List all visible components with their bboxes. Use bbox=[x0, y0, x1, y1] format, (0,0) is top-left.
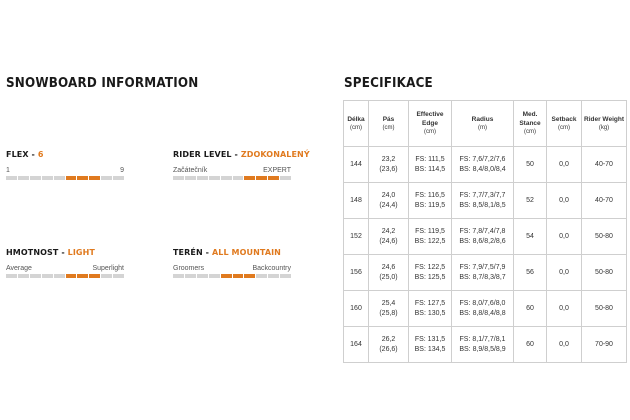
cell-value: 52 bbox=[526, 196, 534, 204]
meter-segment bbox=[268, 274, 279, 278]
waist-cell bbox=[369, 147, 409, 183]
cell-value: 54 bbox=[526, 232, 534, 240]
meter-segment bbox=[244, 274, 255, 278]
cell-value: FS: 119,5 bbox=[415, 227, 445, 235]
cell-value: 0,0 bbox=[559, 268, 569, 276]
flex-separator: - bbox=[28, 150, 38, 159]
meter-segment bbox=[89, 274, 100, 278]
stance-cell bbox=[514, 183, 547, 219]
cell-value: FS: 111,5 bbox=[415, 155, 445, 163]
effective-edge-cell bbox=[409, 327, 452, 363]
length-cell bbox=[344, 291, 369, 327]
cell-value: 24,0 bbox=[381, 191, 396, 199]
col-header-label: Rider Weight bbox=[584, 115, 624, 123]
stance-cell bbox=[514, 327, 547, 363]
flex-value: 6 bbox=[37, 150, 44, 159]
meter-segment bbox=[18, 274, 29, 278]
setback-cell bbox=[547, 327, 582, 363]
flex-min-label: 1 bbox=[6, 167, 10, 174]
cell-value: BS: 8,4/8,0/8,4 bbox=[459, 165, 506, 173]
terrain-title bbox=[173, 248, 291, 257]
length-cell bbox=[344, 183, 369, 219]
cell-value: BS: 8,6/8,2/8,6 bbox=[459, 237, 506, 245]
meter-segment bbox=[256, 176, 267, 180]
meter-segment bbox=[30, 176, 41, 180]
length-cell bbox=[344, 327, 369, 363]
cell-value: (24,6) bbox=[379, 237, 398, 245]
spec-heading: SPECIFIKACE bbox=[344, 76, 433, 91]
waist-cell bbox=[369, 291, 409, 327]
stance-cell bbox=[514, 255, 547, 291]
cell-value: FS: 7,7/7,3/7,7 bbox=[459, 191, 506, 199]
cell-value: 0,0 bbox=[559, 160, 569, 168]
meter-segment bbox=[77, 274, 88, 278]
meter-segment bbox=[197, 274, 208, 278]
weight-max-label: Superlight bbox=[92, 265, 124, 272]
meter-segment bbox=[66, 274, 77, 278]
cell-value: 24,6 bbox=[381, 263, 396, 271]
setback-cell bbox=[547, 183, 582, 219]
cell-value: 50-80 bbox=[595, 304, 613, 312]
terrain-bar bbox=[173, 274, 291, 278]
col-header-unit: (cm) bbox=[350, 124, 362, 131]
stance-cell bbox=[514, 219, 547, 255]
cell-value: 26,2 bbox=[381, 335, 396, 343]
meter-segment bbox=[113, 274, 124, 278]
table-row bbox=[344, 327, 627, 363]
col-header-radius bbox=[452, 101, 514, 147]
cell-value: (23,6) bbox=[379, 165, 398, 173]
terrain-meter bbox=[173, 248, 291, 278]
col-header-unit: (kg) bbox=[598, 124, 610, 131]
waist-cell bbox=[369, 219, 409, 255]
cell-value: FS: 127,5 bbox=[414, 299, 446, 307]
cell-value: BS: 130,5 bbox=[414, 309, 446, 317]
effective-edge-cell bbox=[409, 255, 452, 291]
rider-level-separator: - bbox=[231, 150, 241, 159]
cell-value: 0,0 bbox=[559, 196, 569, 204]
meter-segment bbox=[30, 274, 41, 278]
meter-segment bbox=[185, 274, 196, 278]
col-header-label: Effective Edge bbox=[416, 111, 444, 127]
cell-value: 0,0 bbox=[559, 232, 569, 240]
cell-value: FS: 131,5 bbox=[414, 335, 446, 343]
meter-segment bbox=[54, 274, 65, 278]
col-header-unit: (cm) bbox=[558, 124, 570, 131]
length-cell bbox=[344, 147, 369, 183]
rider-level-label: RIDER LEVEL bbox=[173, 150, 232, 159]
rider-weight-cell bbox=[582, 219, 627, 255]
terrain-label: TERÉN bbox=[173, 248, 203, 257]
table-row bbox=[344, 291, 627, 327]
rider-weight-cell bbox=[582, 327, 627, 363]
weight-separator: - bbox=[58, 248, 68, 257]
meter-segment bbox=[221, 274, 232, 278]
table-row bbox=[344, 147, 627, 183]
meter-segment bbox=[89, 176, 100, 180]
cell-value: FS: 8,0/7,6/8,0 bbox=[459, 299, 506, 307]
length-cell bbox=[344, 255, 369, 291]
meter-segment bbox=[42, 274, 53, 278]
cell-value: BS: 8,5/8,1/8,5 bbox=[459, 201, 506, 209]
radius-cell bbox=[452, 183, 514, 219]
col-header-unit: (cm) bbox=[382, 124, 395, 131]
cell-value: FS: 7,6/7,2/7,6 bbox=[459, 155, 506, 163]
cell-value: (24,4) bbox=[379, 201, 398, 209]
col-header-med-stance bbox=[514, 101, 547, 147]
length-cell bbox=[344, 219, 369, 255]
rider-weight-cell bbox=[582, 183, 627, 219]
meter-segment bbox=[209, 176, 220, 180]
meter-segment bbox=[244, 176, 255, 180]
meter-segment bbox=[77, 176, 88, 180]
snowboard-info-heading: SNOWBOARD INFORMATION bbox=[6, 76, 199, 91]
cell-value: (26,6) bbox=[379, 345, 398, 353]
radius-cell bbox=[452, 147, 514, 183]
effective-edge-cell bbox=[409, 291, 452, 327]
meter-segment bbox=[233, 176, 244, 180]
rider-weight-cell bbox=[582, 255, 627, 291]
cell-value: 60 bbox=[526, 304, 534, 312]
rider-level-value: ZDOKONALENÝ bbox=[240, 150, 310, 159]
stance-cell bbox=[514, 291, 547, 327]
weight-min-label: Average bbox=[6, 265, 32, 272]
cell-value: FS: 8,1/7,7/8,1 bbox=[459, 335, 506, 343]
cell-value: FS: 122,5 bbox=[414, 263, 446, 271]
flex-label: FLEX bbox=[6, 150, 29, 159]
cell-value: 0,0 bbox=[559, 340, 569, 348]
meter-segment bbox=[6, 176, 17, 180]
cell-value: 50-80 bbox=[595, 232, 613, 240]
terrain-separator: - bbox=[202, 248, 212, 257]
meter-segment bbox=[268, 176, 279, 180]
cell-value: 152 bbox=[350, 232, 362, 240]
col-header-unit: (cm) bbox=[424, 129, 436, 135]
cell-value: 50 bbox=[526, 160, 534, 168]
weight-title bbox=[6, 248, 124, 257]
flex-title bbox=[6, 150, 124, 159]
setback-cell bbox=[547, 291, 582, 327]
rider-level-bar bbox=[173, 176, 291, 180]
meter-segment bbox=[256, 274, 267, 278]
meter-segment bbox=[42, 176, 53, 180]
rider-weight-cell bbox=[582, 147, 627, 183]
cell-value: 40-70 bbox=[595, 196, 613, 204]
rider-level-title bbox=[173, 150, 310, 159]
meter-segment bbox=[197, 176, 208, 180]
col-header-rider-weight bbox=[582, 101, 627, 147]
meter-segment bbox=[101, 176, 112, 180]
cell-value: (25,0) bbox=[379, 273, 398, 281]
table-row bbox=[344, 219, 627, 255]
cell-value: BS: 8,9/8,5/8,9 bbox=[459, 345, 506, 353]
spec-header-row bbox=[344, 101, 627, 147]
col-header-label: Radius bbox=[471, 115, 494, 123]
cell-value: 148 bbox=[350, 196, 362, 204]
col-header-setback bbox=[547, 101, 582, 147]
cell-value: 156 bbox=[350, 268, 362, 276]
cell-value: 164 bbox=[350, 340, 362, 348]
meter-segment bbox=[113, 176, 124, 180]
meter-segment bbox=[173, 176, 184, 180]
table-row bbox=[344, 255, 627, 291]
meter-segment bbox=[221, 176, 232, 180]
col-header-length bbox=[344, 101, 369, 147]
setback-cell bbox=[547, 255, 582, 291]
cell-value: 144 bbox=[350, 160, 362, 168]
cell-value: BS: 114,5 bbox=[414, 165, 446, 173]
cell-value: BS: 119,5 bbox=[414, 201, 446, 209]
radius-cell bbox=[452, 327, 514, 363]
weight-meter bbox=[6, 248, 124, 278]
cell-value: 23,2 bbox=[381, 155, 396, 163]
cell-value: BS: 8,8/8,4/8,8 bbox=[459, 309, 506, 317]
terrain-min-label: Groomers bbox=[173, 265, 205, 272]
col-header-effective-edge bbox=[409, 101, 452, 147]
terrain-max-label: Backcountry bbox=[252, 265, 291, 272]
meter-segment bbox=[101, 274, 112, 278]
effective-edge-cell bbox=[409, 147, 452, 183]
cell-value: BS: 8,7/8,3/8,7 bbox=[459, 273, 506, 281]
meter-segment bbox=[185, 176, 196, 180]
cell-value: BS: 125,5 bbox=[414, 273, 446, 281]
radius-cell bbox=[452, 255, 514, 291]
cell-value: (25,8) bbox=[379, 309, 398, 317]
table-row bbox=[344, 183, 627, 219]
flex-bar bbox=[6, 176, 124, 180]
meter-segment bbox=[66, 176, 77, 180]
waist-cell bbox=[369, 183, 409, 219]
weight-value: LIGHT bbox=[67, 248, 95, 257]
effective-edge-cell bbox=[409, 183, 452, 219]
meter-segment bbox=[280, 176, 291, 180]
meter-segment bbox=[6, 274, 17, 278]
waist-cell bbox=[369, 255, 409, 291]
weight-label: HMOTNOST bbox=[6, 248, 59, 257]
cell-value: 0,0 bbox=[559, 304, 569, 312]
cell-value: FS: 7,9/7,5/7,9 bbox=[459, 263, 506, 271]
effective-edge-cell bbox=[409, 219, 452, 255]
flex-meter bbox=[6, 150, 124, 180]
cell-value: FS: 116,5 bbox=[415, 191, 445, 199]
radius-cell bbox=[452, 219, 514, 255]
cell-value: 50-80 bbox=[595, 268, 613, 276]
col-header-label: Setback bbox=[551, 115, 577, 123]
waist-cell bbox=[369, 327, 409, 363]
cell-value: 60 bbox=[526, 340, 534, 348]
setback-cell bbox=[547, 219, 582, 255]
weight-bar bbox=[6, 274, 124, 278]
meter-segment bbox=[54, 176, 65, 180]
cell-value: 40-70 bbox=[595, 160, 613, 168]
cell-value: 56 bbox=[526, 268, 534, 276]
meter-segment bbox=[280, 274, 291, 278]
col-header-label: Pás bbox=[382, 115, 395, 123]
radius-cell bbox=[452, 291, 514, 327]
meter-segment bbox=[18, 176, 29, 180]
setback-cell bbox=[547, 147, 582, 183]
cell-value: BS: 134,5 bbox=[414, 345, 446, 353]
cell-value: 160 bbox=[350, 304, 362, 312]
col-header-label: Délka bbox=[347, 115, 365, 123]
cell-value: 25,4 bbox=[381, 299, 396, 307]
meter-segment bbox=[233, 274, 244, 278]
meter-segment bbox=[173, 274, 184, 278]
cell-value: 70-90 bbox=[595, 340, 613, 348]
rider-level-min-label: Začátečník bbox=[173, 167, 208, 174]
flex-max-label: 9 bbox=[120, 167, 124, 174]
col-header-waist bbox=[369, 101, 409, 147]
cell-value: FS: 7,8/7,4/7,8 bbox=[459, 227, 506, 235]
col-header-label: Med. Stance bbox=[519, 111, 541, 127]
cell-value: 24,2 bbox=[381, 227, 396, 235]
cell-value: BS: 122,5 bbox=[414, 237, 446, 245]
rider-level-max-label: EXPERT bbox=[263, 167, 291, 174]
col-header-unit: (cm) bbox=[524, 129, 536, 135]
stance-cell bbox=[514, 147, 547, 183]
meter-segment bbox=[209, 274, 220, 278]
terrain-value: ALL MOUNTAIN bbox=[211, 248, 281, 257]
spec-table bbox=[343, 100, 627, 363]
rider-weight-cell bbox=[582, 291, 627, 327]
col-header-unit: (m) bbox=[478, 124, 487, 131]
rider-level-meter bbox=[173, 150, 310, 180]
